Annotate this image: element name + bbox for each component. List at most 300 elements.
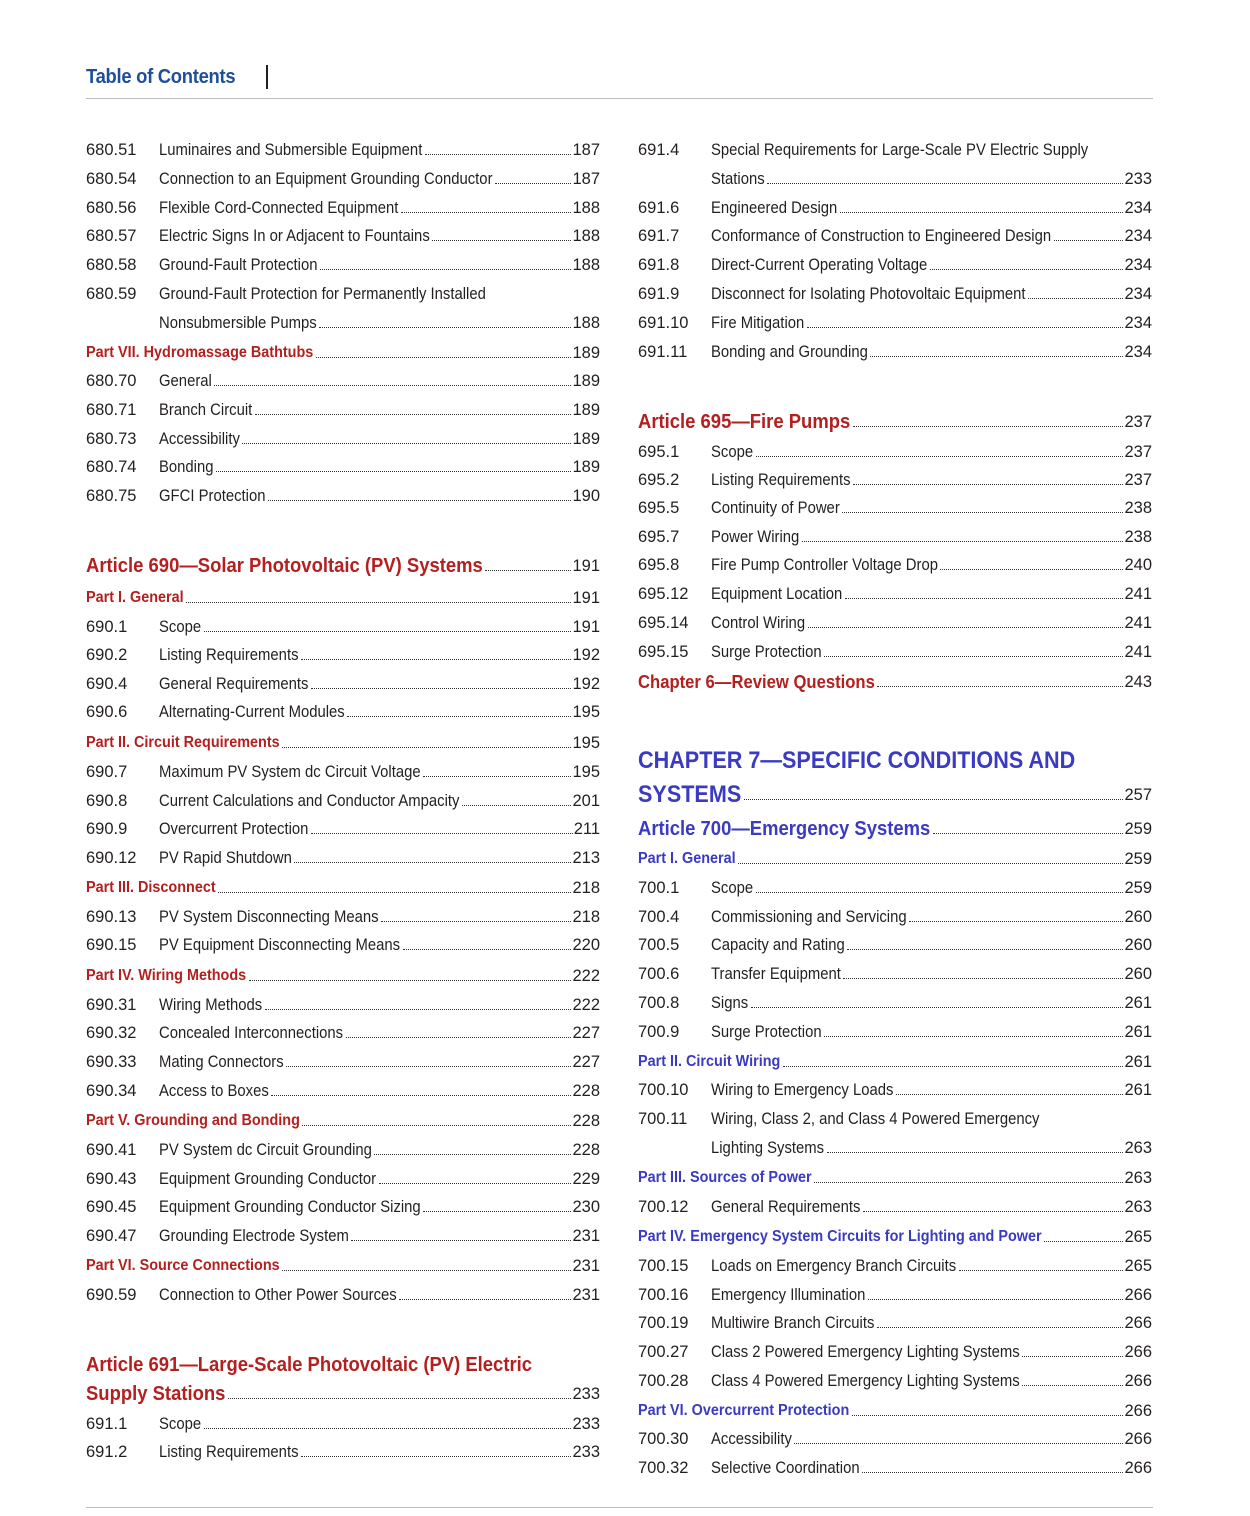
section-number: 690.31: [86, 996, 137, 1014]
section-number: 690.6: [86, 703, 128, 721]
page-number: 195: [572, 703, 600, 721]
section-number: 691.6: [638, 199, 680, 217]
toc-part-heading[interactable]: [638, 1048, 1152, 1072]
toc-entry[interactable]: [638, 494, 1152, 518]
page-number: 187: [572, 141, 600, 159]
leader-dots: [401, 212, 571, 213]
entry-title: Bonding and Grounding: [711, 343, 868, 361]
toc-entry[interactable]: [638, 931, 1152, 955]
toc-entry[interactable]: [86, 991, 600, 1015]
section-number: 690.41: [86, 1141, 137, 1159]
entry-title: Overcurrent Protection: [159, 820, 309, 838]
toc-entry[interactable]: [86, 1136, 600, 1160]
entry-title: Bonding: [159, 458, 214, 476]
leader-dots: [495, 183, 571, 184]
entry-title: Current Calculations and Conductor Ampacity: [159, 792, 460, 810]
entry-title: Part IV. Wiring Methods: [86, 967, 247, 984]
leader-dots: [802, 541, 1123, 542]
toc-entry[interactable]: [86, 453, 600, 477]
page-number: 260: [1124, 965, 1152, 983]
page-number: 266: [1124, 1430, 1152, 1448]
section-number: 700.15: [638, 1257, 689, 1275]
toc-entry[interactable]: [86, 482, 600, 506]
entry-title: Part I. General: [86, 589, 184, 606]
section-number: 690.12: [86, 849, 137, 867]
page-number: 189: [572, 372, 600, 390]
toc-part-heading[interactable]: [638, 668, 1152, 692]
leader-dots: [877, 1327, 1123, 1328]
leader-dots: [381, 921, 571, 922]
toc-entry[interactable]: [638, 1018, 1152, 1042]
page-number: 228: [572, 1141, 600, 1159]
toc-entry[interactable]: [86, 844, 600, 868]
leader-dots: [302, 1125, 571, 1126]
entry-title: Supply Stations: [86, 1384, 226, 1404]
entry-title: Wiring, Class 2, and Class 4 Powered Emergency: [711, 1110, 1040, 1128]
toc-entry[interactable]: [638, 1367, 1152, 1391]
section-number: 690.1: [86, 618, 128, 636]
page-number: 240: [1124, 556, 1152, 574]
toc-entry[interactable]: [86, 758, 600, 782]
entry-title: Transfer Equipment: [711, 965, 841, 983]
page-number: 195: [572, 763, 600, 781]
entry-title: Article 691—Large-Scale Photovoltaic (PV) Electric: [86, 1355, 533, 1375]
toc-entry[interactable]: [86, 165, 600, 189]
page-number: 230: [572, 1198, 600, 1216]
entry-title: Chapter 6—Review Questions: [638, 672, 875, 692]
toc-entry[interactable]: [86, 1019, 600, 1043]
toc-entry[interactable]: [86, 787, 600, 811]
leader-dots: [862, 1472, 1123, 1473]
leader-dots: [271, 1095, 571, 1096]
toc-article-heading[interactable]: [86, 546, 600, 576]
page-number: 259: [1124, 879, 1152, 897]
section-number: 680.75: [86, 487, 137, 505]
toc-part-heading[interactable]: [638, 1397, 1152, 1421]
page-number: 231: [572, 1257, 600, 1275]
toc-entry[interactable]: [86, 670, 600, 694]
leader-dots: [242, 443, 571, 444]
section-number: 680.57: [86, 227, 137, 245]
entry-title: Electric Signs In or Adjacent to Fountains: [159, 227, 430, 245]
section-number: 695.5: [638, 499, 680, 517]
entry-title: PV System dc Circuit Grounding: [159, 1141, 372, 1159]
entry-title: Flexible Cord-Connected Equipment: [159, 199, 399, 217]
page-number: 222: [572, 996, 600, 1014]
toc-entry[interactable]: [86, 815, 600, 839]
toc-entry[interactable]: [86, 1165, 600, 1189]
entry-title: Wiring to Emergency Loads: [711, 1081, 894, 1099]
toc-part-heading[interactable]: [86, 874, 600, 898]
leader-dots: [399, 1299, 571, 1300]
toc-entry[interactable]: [638, 903, 1152, 927]
section-number: 700.9: [638, 1023, 680, 1041]
entry-title: Emergency Illumination: [711, 1286, 866, 1304]
leader-dots: [186, 602, 571, 603]
leader-dots: [940, 569, 1123, 570]
leader-dots: [282, 747, 571, 748]
leader-dots: [462, 805, 571, 806]
entry-title: Stations: [711, 170, 765, 188]
page-number: 259: [1124, 850, 1152, 868]
entry-title: Alternating-Current Modules: [159, 703, 345, 721]
leader-dots: [294, 862, 571, 863]
section-number: 695.2: [638, 471, 680, 489]
section-number: 695.8: [638, 556, 680, 574]
page-number: 261: [1124, 1081, 1152, 1099]
leader-dots: [218, 892, 571, 893]
page-number: 261: [1124, 1023, 1152, 1041]
section-number: 690.8: [86, 792, 128, 810]
page-number: 213: [572, 849, 600, 867]
leader-dots: [320, 269, 571, 270]
leader-dots: [843, 978, 1123, 979]
entry-title: Article 695—Fire Pumps: [638, 412, 851, 432]
toc-entry[interactable]: [86, 280, 600, 304]
page-number: 265: [1124, 1257, 1152, 1275]
entry-title: Commissioning and Servicing: [711, 908, 907, 926]
toc-part-heading[interactable]: [86, 1107, 600, 1131]
leader-dots: [379, 1183, 571, 1184]
section-number: 680.74: [86, 458, 137, 476]
page-number: 241: [1124, 585, 1152, 603]
toc-entry[interactable]: [638, 165, 1152, 189]
toc-part-heading[interactable]: [86, 1252, 600, 1276]
toc-entry[interactable]: [638, 1281, 1152, 1305]
toc-entry[interactable]: [86, 1222, 600, 1246]
leader-dots: [783, 1066, 1123, 1067]
toc-entry[interactable]: [638, 438, 1152, 462]
entry-title: GFCI Protection: [159, 487, 266, 505]
toc-entry[interactable]: [86, 194, 600, 218]
toc-part-heading[interactable]: [638, 845, 1152, 869]
entry-title: Scope: [159, 618, 202, 636]
entry-title: Article 700—Emergency Systems: [638, 819, 931, 839]
toc-entry[interactable]: [638, 1338, 1152, 1362]
entry-title: Control Wiring: [711, 614, 806, 632]
page-number: 234: [1124, 285, 1152, 303]
section-number: 690.13: [86, 908, 137, 926]
page-number: 192: [572, 646, 600, 664]
section-number: 691.2: [86, 1443, 128, 1461]
toc-entry[interactable]: [86, 396, 600, 420]
page-number: 234: [1124, 256, 1152, 274]
section-number: 695.7: [638, 528, 680, 546]
leader-dots: [403, 949, 571, 950]
page-number: 189: [572, 458, 600, 476]
page-number: 233: [572, 1415, 600, 1433]
page-number: 234: [1124, 314, 1152, 332]
page-number: 234: [1124, 343, 1152, 361]
entry-title: Ground-Fault Protection: [159, 256, 318, 274]
toc-entry[interactable]: [638, 136, 1152, 160]
leader-dots: [842, 512, 1123, 513]
leader-dots: [301, 659, 571, 660]
toc-entry[interactable]: [638, 523, 1152, 547]
section-number: 700.4: [638, 908, 680, 926]
section-number: 691.7: [638, 227, 680, 245]
page-number: 234: [1124, 227, 1152, 245]
toc-entry[interactable]: [638, 309, 1152, 333]
toc-entry[interactable]: [638, 1252, 1152, 1276]
leader-dots: [204, 1428, 571, 1429]
page-number: 238: [1124, 499, 1152, 517]
entry-title: Access to Boxes: [159, 1082, 269, 1100]
leader-dots: [756, 456, 1123, 457]
toc-entry[interactable]: [638, 280, 1152, 304]
entry-title: Connection to an Equipment Grounding Conductor: [159, 170, 493, 188]
toc-chapter-heading[interactable]: [638, 739, 1152, 771]
toc-entry[interactable]: [638, 1076, 1152, 1100]
leader-dots: [1022, 1356, 1123, 1357]
page-number: 228: [572, 1112, 600, 1130]
page-number: 220: [572, 936, 600, 954]
toc-entry[interactable]: [638, 222, 1152, 246]
toc-entry[interactable]: [86, 1281, 600, 1305]
section-number: 680.54: [86, 170, 137, 188]
entry-title: Listing Requirements: [159, 1443, 299, 1461]
toc-entry[interactable]: [638, 551, 1152, 575]
leader-dots: [214, 385, 571, 386]
leader-dots: [807, 327, 1123, 328]
entry-title: Part II. Circuit Wiring: [638, 1053, 781, 1070]
leader-dots: [425, 154, 571, 155]
page-number: 263: [1124, 1139, 1152, 1157]
toc-article-heading[interactable]: [638, 809, 1152, 839]
section-number: 690.43: [86, 1170, 137, 1188]
top-rule: [86, 98, 1153, 99]
toc-entry[interactable]: [638, 1105, 1152, 1129]
toc-entry[interactable]: [86, 931, 600, 955]
section-number: 700.6: [638, 965, 680, 983]
section-number: 690.9: [86, 820, 128, 838]
toc-entry[interactable]: [86, 1077, 600, 1101]
leader-dots: [423, 776, 571, 777]
toc-entry[interactable]: [638, 638, 1152, 662]
entry-title: Ground-Fault Protection for Permanently Installed: [159, 285, 486, 303]
page-number: 261: [1124, 994, 1152, 1012]
entry-title: Class 2 Powered Emergency Lighting Systems: [711, 1343, 1020, 1361]
toc-entry[interactable]: [86, 698, 600, 722]
toc-part-heading[interactable]: [86, 729, 600, 753]
leader-dots: [870, 356, 1123, 357]
entry-title: Continuity of Power: [711, 499, 840, 517]
toc-entry[interactable]: [86, 136, 600, 160]
section-number: 691.4: [638, 141, 680, 159]
page-number: 237: [1124, 471, 1152, 489]
leader-dots: [808, 627, 1123, 628]
toc-entry[interactable]: [638, 989, 1152, 1013]
toc-entry[interactable]: [638, 251, 1152, 275]
page-title: Table of Contents: [86, 65, 236, 88]
section-number: 691.1: [86, 1415, 128, 1433]
leader-dots: [351, 1240, 571, 1241]
page-number: 266: [1124, 1372, 1152, 1390]
entry-title: SYSTEMS: [638, 785, 742, 805]
leader-dots: [738, 863, 1123, 864]
section-number: 695.1: [638, 443, 680, 461]
toc-article-heading[interactable]: [86, 1345, 600, 1375]
page-number: 188: [572, 256, 600, 274]
page-number: 189: [572, 344, 600, 362]
section-number: 680.56: [86, 199, 137, 217]
entry-title: General: [159, 372, 212, 390]
section-number: 700.5: [638, 936, 680, 954]
page-number: 237: [1124, 413, 1152, 431]
page-number: 234: [1124, 199, 1152, 217]
leader-dots: [1028, 298, 1123, 299]
leader-dots: [423, 1211, 571, 1212]
leader-dots: [1054, 240, 1123, 241]
entry-title: PV Rapid Shutdown: [159, 849, 292, 867]
header-divider: [266, 65, 268, 89]
toc-part-heading[interactable]: [86, 339, 600, 363]
toc-part-heading[interactable]: [638, 1223, 1152, 1247]
toc-entry[interactable]: [638, 960, 1152, 984]
entry-title: Surge Protection: [711, 643, 822, 661]
entry-title: PV Equipment Disconnecting Means: [159, 936, 401, 954]
page-number: 266: [1124, 1459, 1152, 1477]
toc-article-heading[interactable]: [638, 402, 1152, 432]
section-number: 690.15: [86, 936, 137, 954]
entry-title: Connection to Other Power Sources: [159, 1286, 397, 1304]
page-number: 188: [572, 314, 600, 332]
toc-article-heading[interactable]: [86, 1374, 600, 1404]
toc-entry[interactable]: [638, 1134, 1152, 1158]
entry-title: Accessibility: [159, 430, 240, 448]
toc-entry[interactable]: [86, 1410, 600, 1434]
page-number: 229: [572, 1170, 600, 1188]
toc-entry[interactable]: [638, 1454, 1152, 1478]
leader-dots: [853, 484, 1123, 485]
page-number: 266: [1124, 1286, 1152, 1304]
toc-entry[interactable]: [86, 613, 600, 637]
entry-title: Capacity and Rating: [711, 936, 845, 954]
leader-dots: [255, 414, 571, 415]
toc-entry[interactable]: [638, 609, 1152, 633]
section-number: 690.32: [86, 1024, 137, 1042]
entry-title: Signs: [711, 994, 749, 1012]
page-number: 263: [1124, 1169, 1152, 1187]
page-number: 259: [1124, 820, 1152, 838]
toc-entry[interactable]: [86, 251, 600, 275]
leader-dots: [767, 183, 1123, 184]
page-number: 189: [572, 401, 600, 419]
toc-entry[interactable]: [86, 309, 600, 333]
entry-title: Listing Requirements: [159, 646, 299, 664]
entry-title: Maximum PV System dc Circuit Voltage: [159, 763, 421, 781]
page-number: 233: [1124, 170, 1152, 188]
leader-dots: [319, 327, 571, 328]
page-number: 263: [1124, 1198, 1152, 1216]
leader-dots: [301, 1456, 571, 1457]
leader-dots: [1044, 1241, 1123, 1242]
page-number: 266: [1124, 1402, 1152, 1420]
section-number: 700.12: [638, 1198, 689, 1216]
page-number: 241: [1124, 614, 1152, 632]
entry-title: General Requirements: [711, 1198, 861, 1216]
entry-title: Part I. General: [638, 850, 736, 867]
leader-dots: [930, 269, 1123, 270]
toc-entry[interactable]: [86, 903, 600, 927]
entry-title: Multiwire Branch Circuits: [711, 1314, 875, 1332]
leader-dots: [877, 686, 1123, 687]
page-number: 187: [572, 170, 600, 188]
leader-dots: [374, 1154, 571, 1155]
section-number: 695.12: [638, 585, 689, 603]
leader-dots: [909, 921, 1123, 922]
toc-entry[interactable]: [86, 1193, 600, 1217]
section-number: 691.11: [638, 343, 688, 361]
page-number: 192: [572, 675, 600, 693]
entry-title: Part VII. Hydromassage Bathtubs: [86, 344, 314, 361]
toc-entry[interactable]: [638, 1309, 1152, 1333]
toc-part-heading[interactable]: [638, 1164, 1152, 1188]
entry-title: Article 690—Solar Photovoltaic (PV) Systems: [86, 556, 483, 576]
leader-dots: [794, 1443, 1123, 1444]
section-number: 691.8: [638, 256, 680, 274]
toc-entry[interactable]: [638, 874, 1152, 898]
page-number: 260: [1124, 908, 1152, 926]
page-number: 257: [1124, 786, 1152, 804]
section-number: 700.28: [638, 1372, 689, 1390]
entry-title: Power Wiring: [711, 528, 800, 546]
page-number: 227: [572, 1053, 600, 1071]
page-number: 266: [1124, 1314, 1152, 1332]
toc-entry[interactable]: [86, 641, 600, 665]
entry-title: Scope: [159, 1415, 202, 1433]
section-number: 680.51: [86, 141, 137, 159]
toc-entry[interactable]: [638, 466, 1152, 490]
section-number: 680.73: [86, 430, 137, 448]
entry-title: Scope: [711, 879, 754, 897]
toc-entry[interactable]: [86, 1048, 600, 1072]
leader-dots: [204, 631, 571, 632]
leader-dots: [814, 1182, 1123, 1183]
toc-entry[interactable]: [638, 1425, 1152, 1449]
toc-chapter-heading[interactable]: [638, 773, 1152, 805]
leader-dots: [744, 799, 1123, 800]
toc-entry[interactable]: [86, 1438, 600, 1462]
toc-entry[interactable]: [86, 222, 600, 246]
leader-dots: [840, 212, 1123, 213]
entry-title: Listing Requirements: [711, 471, 851, 489]
toc-entry[interactable]: [638, 194, 1152, 218]
entry-title: Conformance of Construction to Engineered Design: [711, 227, 1052, 245]
entry-title: Lighting Systems: [711, 1139, 825, 1157]
toc-entry[interactable]: [638, 338, 1152, 362]
toc-part-heading[interactable]: [86, 962, 600, 986]
page-number: 265: [1124, 1228, 1152, 1246]
page-number: 237: [1124, 443, 1152, 461]
entry-title: Disconnect for Isolating Photovoltaic Equipment: [711, 285, 1026, 303]
page-number: 222: [572, 967, 600, 985]
page-number: 241: [1124, 643, 1152, 661]
leader-dots: [265, 1009, 571, 1010]
entry-title: Part VI. Source Connections: [86, 1257, 280, 1274]
bottom-rule: [86, 1507, 1153, 1508]
toc-entry[interactable]: [86, 367, 600, 391]
page-number: 218: [572, 908, 600, 926]
toc-entry[interactable]: [638, 1193, 1152, 1217]
toc-entry[interactable]: [638, 580, 1152, 604]
toc-part-heading[interactable]: [86, 584, 600, 608]
section-number: 695.14: [638, 614, 689, 632]
entry-title: Surge Protection: [711, 1023, 822, 1041]
toc-entry[interactable]: [86, 425, 600, 449]
page-number: 190: [572, 487, 600, 505]
page-number: 191: [572, 557, 600, 575]
